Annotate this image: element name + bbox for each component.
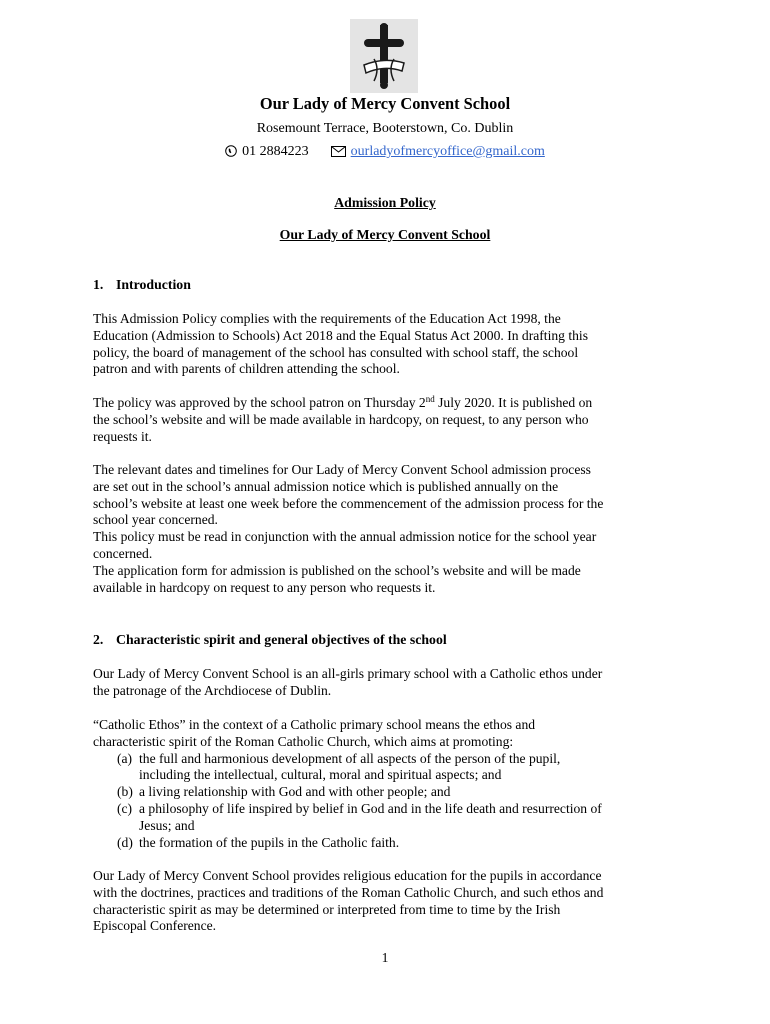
envelope-icon [331,146,346,162]
text-line: school year concerned. [93,512,218,528]
text-line: Our Lady of Mercy Convent School is an all-girls primary school with a Catholic ethos under [93,666,603,681]
school-address: Rosemount Terrace, Booterstown, Co. Dublin [256,121,514,136]
document-subtitle: Our Lady of Mercy Convent School [279,227,491,242]
list-label: (c) [117,800,133,816]
email-link[interactable]: ourladyofmercyoffice@gmail.com [350,144,545,159]
text-line: The application form for admission is published on the school’s website and will be made [93,562,581,578]
section-1-heading [93,277,191,293]
text-line: the patronage of the Archdiocese of Dublin. [93,682,332,698]
section-2-paragraph-3 [93,868,693,935]
section-1-paragraph-2 [93,395,693,445]
text-line: characteristic spirit of the Roman Catholic Church, which aims at promoting: [93,733,514,749]
list-item-continuation: including the intellectual, cultural, moral and spiritual aspects; and [139,767,502,783]
text-line: the school’s website and will be made available in hardcopy, on request, to any person who [93,411,589,427]
section-1-paragraph-1 [93,311,693,378]
text-line: This policy must be read in conjunction with the annual admission notice for the school year [93,529,597,545]
list-item [93,835,693,852]
text-line: This Admission Policy complies with the requirements of the Education Act 1998, the [93,311,561,326]
section-2-heading [93,632,447,648]
section-number: 2. [93,632,104,647]
text-line: patron and with parents of children attending the school. [93,361,400,377]
section-title: Characteristic spirit and general objectives of the school [116,632,447,647]
list-item [93,784,693,801]
text-line: Episcopal Conference. [93,918,217,934]
school-crest-logo [350,19,418,93]
text-line: available in hardcopy on request to any person who requests it. [93,579,436,595]
text-line: requests it. [93,428,152,444]
ordinal-suffix: nd [425,394,435,404]
school-name: Our Lady of Mercy Convent School [259,94,511,113]
cross-crest-icon [350,19,418,93]
page-number: 1 [381,950,389,965]
list-text: a philosophy of life inspired by belief in God and in the life death and resurrection of [139,800,602,816]
text-line: “Catholic Ethos” in the context of a Catholic primary school means the ethos and [93,717,536,732]
text-line: concerned. [93,545,153,561]
section-2-paragraph-2 [93,717,693,851]
section-1-paragraph-3 [93,462,693,596]
list-label: (b) [117,784,133,800]
text-line [93,395,693,412]
text-line: Education (Admission to Schools) Act 2018 and the Equal Status Act 2000. In drafting this [93,327,588,343]
phone-icon [225,145,237,162]
section-title: Introduction [116,277,191,292]
list-text: the full and harmonious development of all aspects of the person of the pupil, [139,750,561,766]
phone-number: 01 2884223 [242,144,309,159]
list-item-continuation: Jesus; and [139,817,195,833]
list-label: (d) [117,834,133,850]
text-line: policy, the board of management of the school has consulted with school staff, the school [93,344,579,360]
text-line: with the doctrines, practices and traditions of the Roman Catholic Church, and such ethos and [93,884,604,900]
text-line: school’s website at least one week before the commencement of the admission process for the [93,495,604,511]
list-text: a living relationship with God and with other people; and [139,784,451,800]
section-2-paragraph-1 [93,666,693,700]
text-line: The relevant dates and timelines for Our Lady of Mercy Convent School admission process [93,462,591,477]
list-label: (a) [117,750,133,766]
section-number: 1. [93,277,104,292]
contact-line [0,144,770,162]
list-item [93,801,693,818]
text-line: Our Lady of Mercy Convent School provides religious education for the pupils in accordance [93,868,602,883]
list-text: the formation of the pupils in the Catholic faith. [139,834,400,850]
text-line: characteristic spirit as may be determined or interpreted from time to time by the Irish [93,901,561,917]
list-item [93,751,693,768]
text-fragment: July 2020. It is published on [434,395,593,410]
text-line: are set out in the school’s annual admission notice which is published annually on the [93,478,559,494]
text-fragment: The policy was approved by the school patron on Thursday 2 [93,395,426,410]
document-title: Admission Policy [334,195,436,210]
